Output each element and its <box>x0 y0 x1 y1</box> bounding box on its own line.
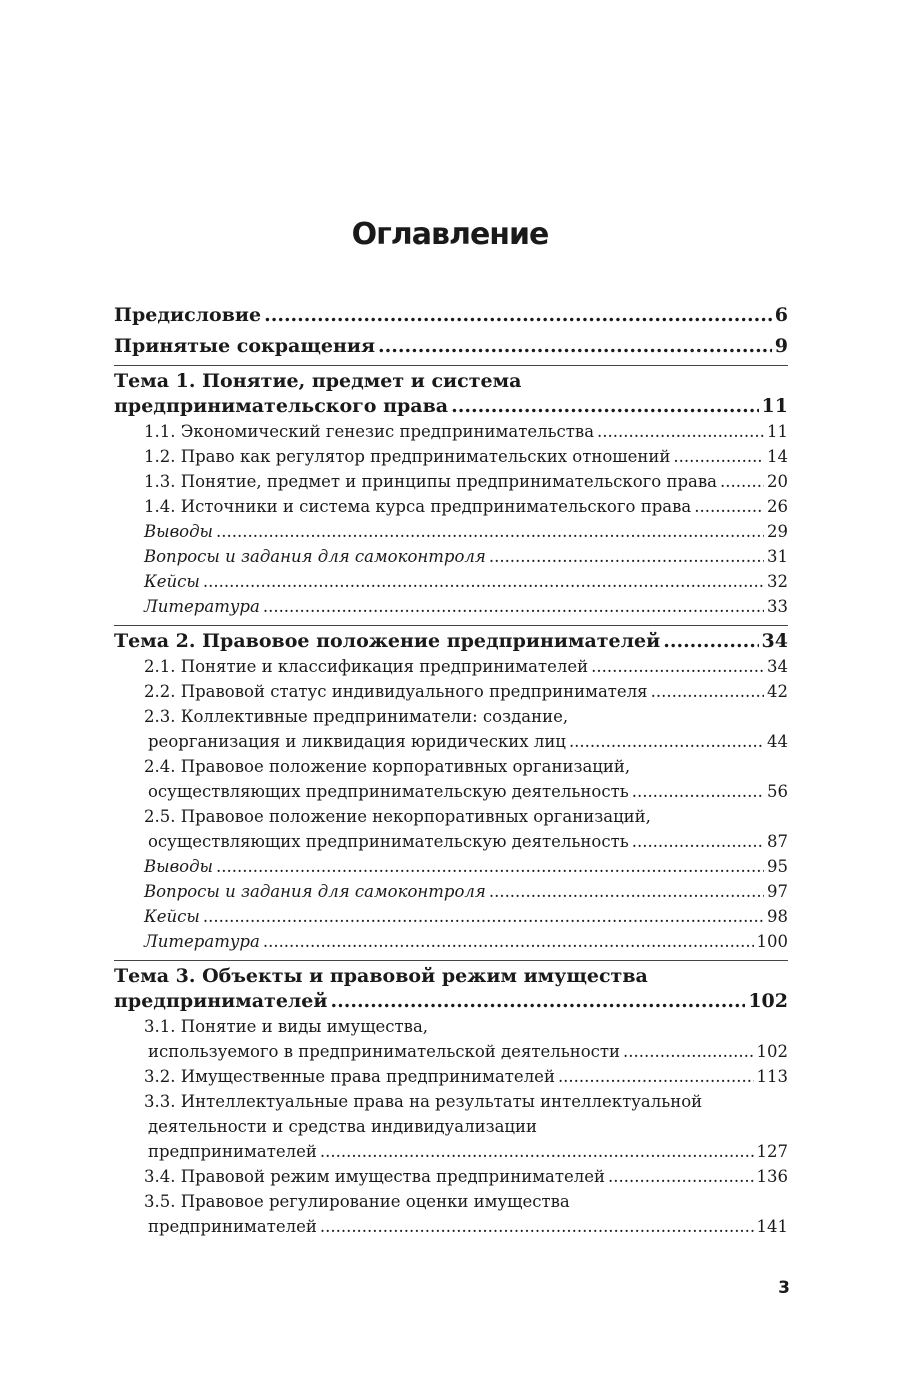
toc-entry-1-cases[interactable] <box>114 569 788 594</box>
toc-section-topic-3 <box>114 960 788 1239</box>
leader-dots <box>330 989 745 1014</box>
toc-entry-label: используемого в предпринимательской деятельности <box>148 1042 621 1061</box>
toc-entry-page: 102 <box>756 1042 788 1061</box>
toc-entry-topic-3[interactable] <box>114 989 788 1014</box>
toc-entry-label: предпринимателей <box>114 990 328 1012</box>
toc-entry-line: Тема 1. Понятие, предмет и система <box>114 370 522 392</box>
leader-dots <box>569 729 764 754</box>
toc-entry-preface[interactable] <box>114 303 788 328</box>
leader-dots <box>597 419 764 444</box>
toc-entry-label: 2.2. Правовой статус индивидуального предпринимателя <box>144 682 648 701</box>
leader-dots <box>608 1164 753 1189</box>
toc-entry-line: Тема 3. Объекты и правовой режим имущества <box>114 965 648 987</box>
leader-dots <box>451 394 758 419</box>
toc-entry-label: 2.1. Понятие и классификация предпринимателей <box>144 657 589 676</box>
toc-entry-line: 3.1. Понятие и виды имущества, <box>144 1017 429 1036</box>
toc-entry-label: Принятые сокращения <box>114 335 376 357</box>
toc-entry-2-literature[interactable] <box>114 929 788 954</box>
toc-entry-label: предпринимательского права <box>114 395 449 417</box>
toc-entry-label: Вопросы и задания для самоконтроля <box>144 882 486 901</box>
toc-entry-2-5[interactable] <box>114 829 788 854</box>
toc-entry-line: 3.5. Правовое регулирование оценки имущества <box>144 1192 570 1211</box>
toc-entry-page: 100 <box>756 932 788 951</box>
toc-entry-3-1[interactable] <box>114 1039 788 1064</box>
toc-entry-abbreviations[interactable] <box>114 334 788 359</box>
toc-entry-label: Литература <box>144 932 260 951</box>
toc-section-topic-2 <box>114 625 788 954</box>
toc-entry-page: 102 <box>748 990 788 1012</box>
toc-entry-topic-2[interactable] <box>114 629 788 654</box>
toc-entry-label: Предисловие <box>114 304 262 326</box>
toc-entry-1-1[interactable] <box>114 419 788 444</box>
toc-entry-page: 42 <box>767 682 788 701</box>
leader-dots <box>378 334 772 359</box>
toc-entry-label: 3.4. Правовой режим имущества предпринимателей <box>144 1167 606 1186</box>
leader-dots <box>632 779 764 804</box>
toc-entry-label: 1.2. Право как регулятор предпринимательских отношений <box>144 447 671 466</box>
toc-entry-line: деятельности и средства индивидуализации <box>148 1117 538 1136</box>
toc-entry-3-4[interactable] <box>114 1164 788 1189</box>
toc-entry-page: 97 <box>767 882 788 901</box>
toc-entry-2-1[interactable] <box>114 654 788 679</box>
table-of-contents <box>114 303 788 1239</box>
leader-dots <box>632 829 764 854</box>
toc-entry-label: предпринимателей <box>148 1217 317 1236</box>
toc-entry-page: 87 <box>767 832 788 851</box>
toc-entry-2-3[interactable] <box>114 729 788 754</box>
toc-entry-page: 34 <box>761 630 788 652</box>
toc-entry-label: Кейсы <box>144 907 200 926</box>
toc-entry-3-3[interactable] <box>114 1139 788 1164</box>
toc-entry-3-5[interactable] <box>114 1214 788 1239</box>
toc-entry-line: 2.5. Правовое положение некорпоративных организаций, <box>144 807 651 826</box>
toc-entry-page: 141 <box>756 1217 788 1236</box>
toc-entry-label: 3.2. Имущественные права предпринимателей <box>144 1067 555 1086</box>
toc-entry-label: 1.1. Экономический генезис предпринимательства <box>144 422 595 441</box>
leader-dots <box>263 594 764 619</box>
toc-entry-label: Выводы <box>144 522 213 541</box>
leader-dots <box>591 654 764 679</box>
toc-entry-label: Литература <box>144 597 260 616</box>
toc-entry-label: Вопросы и задания для самоконтроля <box>144 547 486 566</box>
toc-entry-label: предпринимателей <box>148 1142 317 1161</box>
toc-entry-topic-1[interactable] <box>114 394 788 419</box>
toc-entry-page: 136 <box>756 1167 788 1186</box>
toc-entry-page: 14 <box>767 447 788 466</box>
toc-section-topic-1 <box>114 365 788 619</box>
toc-entry-page: 95 <box>767 857 788 876</box>
toc-entry-2-conclusions[interactable] <box>114 854 788 879</box>
toc-entry-1-4[interactable] <box>114 494 788 519</box>
toc-entry-line: 3.3. Интеллектуальные права на результаты интеллектуальной <box>144 1092 703 1111</box>
toc-entry-label: осуществляющих предпринимательскую деятельность <box>148 832 629 851</box>
leader-dots <box>558 1064 754 1089</box>
toc-entry-page: 98 <box>767 907 788 926</box>
toc-entry-label: 1.4. Источники и система курса предпринимательского права <box>144 497 692 516</box>
toc-entry-page: 33 <box>767 597 788 616</box>
leader-dots <box>320 1139 754 1164</box>
toc-entry-label: реорганизация и ликвидация юридических лиц <box>148 732 566 751</box>
leader-dots <box>651 679 764 704</box>
toc-entry-1-conclusions[interactable] <box>114 519 788 544</box>
toc-entry-line: 2.4. Правовое положение корпоративных организаций, <box>144 757 631 776</box>
leader-dots <box>673 444 764 469</box>
toc-entry-2-questions[interactable] <box>114 879 788 904</box>
toc-entry-page: 20 <box>767 472 788 491</box>
toc-entry-2-2[interactable] <box>114 679 788 704</box>
toc-entry-1-questions[interactable] <box>114 544 788 569</box>
toc-entry-page: 9 <box>774 335 788 357</box>
toc-entry-page: 26 <box>767 497 788 516</box>
toc-entry-label: Тема 2. Правовое положение предпринимателей <box>114 630 661 652</box>
toc-entry-1-3[interactable] <box>114 469 788 494</box>
leader-dots <box>203 569 764 594</box>
leader-dots <box>489 879 764 904</box>
toc-entry-page: 6 <box>774 304 788 326</box>
toc-entry-label: Выводы <box>144 857 213 876</box>
leader-dots <box>694 494 764 519</box>
toc-entry-1-2[interactable] <box>114 444 788 469</box>
toc-entry-label: осуществляющих предпринимательскую деятельность <box>148 782 629 801</box>
toc-entry-page: 34 <box>767 657 788 676</box>
toc-entry-2-cases[interactable] <box>114 904 788 929</box>
leader-dots <box>720 469 764 494</box>
leader-dots <box>663 629 758 654</box>
leader-dots <box>489 544 764 569</box>
leader-dots <box>203 904 764 929</box>
toc-entry-1-literature[interactable] <box>114 594 788 619</box>
leader-dots <box>264 303 772 328</box>
toc-entry-page: 32 <box>767 572 788 591</box>
leader-dots <box>216 854 764 879</box>
toc-entry-page: 31 <box>767 547 788 566</box>
leader-dots <box>216 519 764 544</box>
leader-dots <box>320 1214 754 1239</box>
leader-dots <box>263 929 754 954</box>
toc-entry-line: 2.3. Коллективные предприниматели: создание, <box>144 707 569 726</box>
toc-entry-page: 127 <box>756 1142 788 1161</box>
toc-entry-page: 56 <box>767 782 788 801</box>
toc-entry-2-4[interactable] <box>114 779 788 804</box>
toc-entry-label: 1.3. Понятие, предмет и принципы предпринимательского права <box>144 472 717 491</box>
toc-entry-page: 44 <box>767 732 788 751</box>
toc-entry-page: 11 <box>761 395 788 417</box>
page-title: Оглавление <box>351 217 549 252</box>
toc-entry-page: 11 <box>767 422 788 441</box>
toc-entry-page: 113 <box>756 1067 788 1086</box>
toc-entry-label: Кейсы <box>144 572 200 591</box>
page-number: 3 <box>778 1278 790 1298</box>
toc-entry-3-2[interactable] <box>114 1064 788 1089</box>
toc-entry-page: 29 <box>767 522 788 541</box>
leader-dots <box>623 1039 753 1064</box>
